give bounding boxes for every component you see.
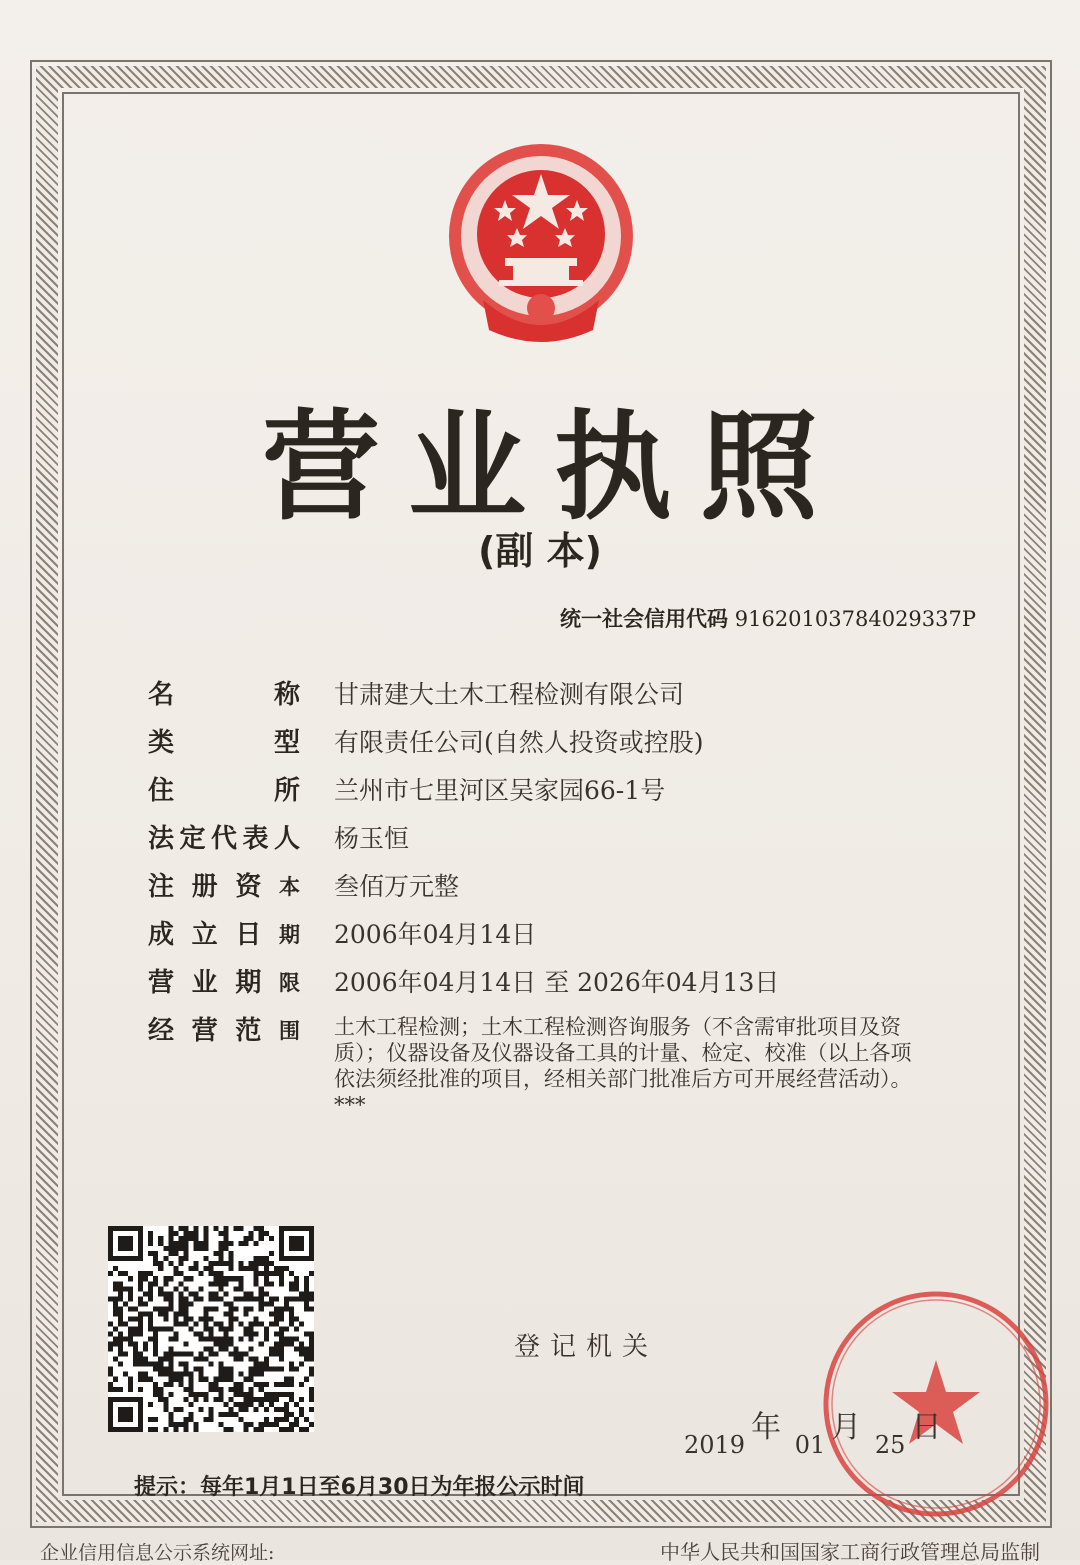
- field-value-type: 有限责任公司(自然人投资或控股): [334, 728, 704, 757]
- field-value-address: 兰州市七里河区吴家园66-1号: [334, 776, 666, 805]
- field-label-scope: 经 营 范 围: [148, 1016, 300, 1046]
- national-emblem-icon: [443, 140, 639, 350]
- credit-code: [560, 603, 976, 633]
- field-value-established: 2006年04月14日: [334, 920, 537, 949]
- field-value-capital: 叁佰万元整: [334, 872, 460, 901]
- field-row-type: [148, 726, 938, 760]
- credit-code-label: 统一社会信用代码: [560, 607, 729, 631]
- license-fields: [148, 678, 938, 1132]
- credit-code-value: 91620103784029337P: [734, 607, 976, 631]
- field-row-name: [148, 678, 938, 712]
- footer-supervisor: 中华人民共和国国家工商行政管理总局监制: [660, 1540, 1040, 1564]
- field-label-name: 名 称: [148, 680, 300, 710]
- field-row-scope: [148, 1014, 938, 1118]
- license-subtitle: (副 本): [478, 529, 602, 573]
- annual-report-tip: 提示：每年1月1日至6月30日为年报公示时间: [134, 1475, 585, 1500]
- field-row-established: [148, 918, 938, 952]
- field-row-representative: [148, 822, 938, 856]
- field-value-term: 2006年04月14日 至 2026年04月13日: [334, 968, 780, 997]
- field-row-term: [148, 966, 938, 1000]
- official-seal-icon: [820, 1288, 1052, 1520]
- license-title: 营业执照: [261, 398, 846, 536]
- field-label-capital: 注 册 资 本: [148, 872, 300, 902]
- field-value-scope: 土木工程检测；土木工程检测咨询服务（不含需审批项目及资质）；仪器设备及仪器设备工具的计量、检定、校准（以上各项依法须经批准的项目，经相关部门批准后方可开展经营活动）。***: [334, 1015, 912, 1117]
- registration-authority-label: 登记机关: [514, 1332, 659, 1362]
- qr-code[interactable]: [108, 1226, 314, 1432]
- field-value-representative: 杨玉恒: [334, 824, 410, 853]
- issue-date: 2019 年 01 月 25 日: [684, 1410, 942, 1459]
- footer-website-label: 企业信用信息公示系统网址:: [40, 1542, 275, 1564]
- field-label-address: 住 所: [148, 776, 300, 806]
- field-label-established: 成 立 日 期: [148, 920, 300, 950]
- field-label-type: 类 型: [148, 728, 300, 758]
- field-label-representative: 法 定 代 表 人: [148, 824, 300, 854]
- field-row-capital: [148, 870, 938, 904]
- field-value-name: 甘肃建大土木工程检测有限公司: [334, 680, 685, 709]
- field-row-address: [148, 774, 938, 808]
- field-label-term: 营 业 期 限: [148, 968, 300, 998]
